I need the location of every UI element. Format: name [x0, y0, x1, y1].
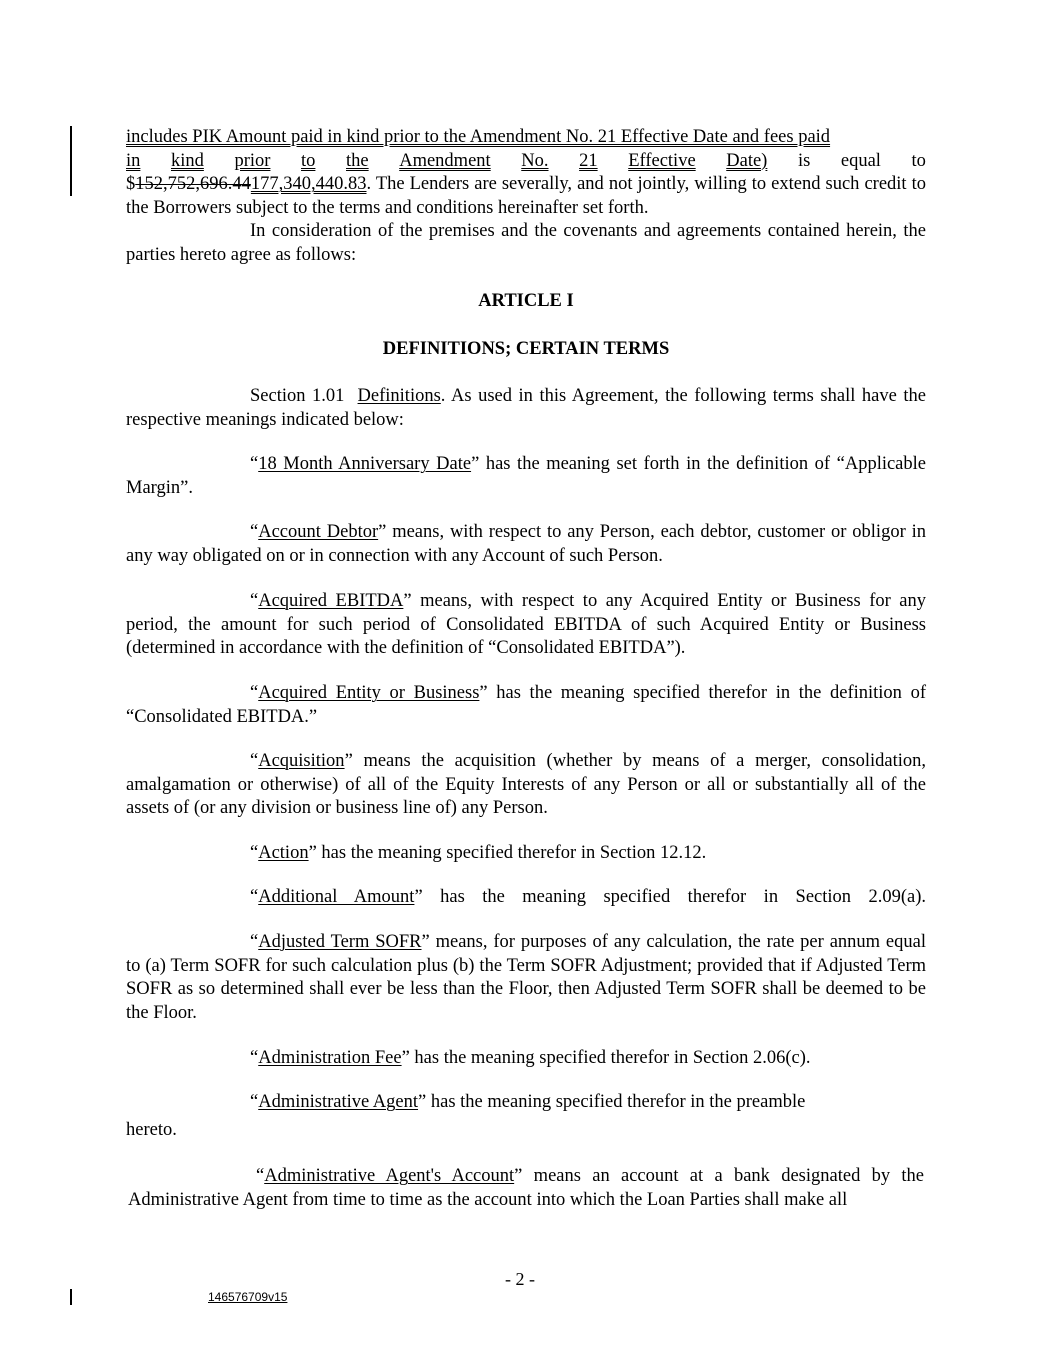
quote: “ — [250, 1092, 259, 1112]
quote: ” — [471, 454, 480, 474]
quote: ” — [378, 522, 387, 542]
definition-paragraph — [126, 521, 926, 568]
quote: ” — [414, 887, 423, 907]
consideration-text: In consideration of the premises and the covenants and agreements contained herein, the parties hereto agree as follows: — [126, 221, 926, 265]
definition-text: means the acquisition (whether by means of a merger, consolidation, amalgamation or otherwise) of all of the Equity Interests of any Person or all or substantially all of the assets of (or any division or business line of) any Person. — [126, 751, 926, 818]
inserted-word: kind — [170, 150, 204, 171]
inserted-word: Date) — [726, 150, 768, 171]
change-bar — [70, 126, 72, 196]
article-title: ARTICLE I — [478, 291, 574, 311]
inserted-word: 21 — [579, 150, 598, 171]
defined-term: Acquired Entity or Business — [258, 683, 480, 703]
definition-text: means, with respect to any Acquired Entity or Business for any period, the amount for such period of Consolidated EBITDA of such Acquired Entity or Business (determined in accordance with the definition of “Consolidated EBITDA”). — [126, 591, 926, 658]
quote: “ — [250, 522, 259, 542]
quote: “ — [250, 751, 259, 771]
sentence-text: . The Lenders are severally, and not jointly, willing to extend such credit to the Borrowers subject to the terms and conditions hereinafter set forth. — [126, 174, 926, 218]
definition-paragraph — [126, 886, 926, 910]
inserted-line-2 — [126, 150, 926, 174]
definition-tail: hereto. — [126, 1120, 177, 1140]
quote: ” — [418, 1092, 427, 1112]
deleted-amount: 152,752,696.44 — [135, 174, 251, 194]
definition-text: has the meaning specified therefor in Section 2.09(a). — [422, 887, 927, 907]
definition-paragraph — [126, 931, 926, 1025]
definition-text: has the meaning specified therefor in Section 2.06(c). — [409, 1048, 811, 1068]
inserted-word: No. — [521, 150, 549, 171]
defined-term: Administrative Agent's Account — [264, 1166, 515, 1186]
definition-text: has the meaning specified therefor in the preamble — [426, 1092, 806, 1112]
defined-term: Administration Fee — [258, 1048, 402, 1068]
dollar-sign: $ — [126, 174, 136, 194]
definition-text: has the meaning specified therefor in Section 12.12. — [316, 843, 707, 863]
quote: “ — [250, 683, 259, 703]
section-title: Definitions — [357, 386, 441, 406]
definition-paragraph — [126, 682, 926, 729]
inserted-word: Effective — [628, 150, 696, 171]
quote: “ — [250, 887, 259, 907]
inserted-word: in — [126, 150, 141, 171]
inserted-line-1: includes PIK Amount paid in kind prior to the Amendment No. 21 Effective Date and fees paid — [126, 127, 831, 147]
defined-term: Additional Amount — [258, 887, 415, 907]
definition-text: has the meaning specified therefor in the definition of “Consolidated EBITDA.” — [126, 683, 926, 727]
definition-text: means, for purposes of any calculation, the rate per annum equal to (a) Term SOFR for such calculation plus (b) the Term SOFR Adjustment; provided that if Adjusted Term SOFR as so determined shall ever be less than the Floor, then Adjusted Term SOFR shall be deemed to be the Floor. — [126, 932, 926, 1023]
quote: ” — [479, 683, 488, 703]
quote: “ — [250, 591, 259, 611]
inserted-word: to — [301, 150, 316, 171]
article-subtitle: DEFINITIONS; CERTAIN TERMS — [382, 339, 670, 359]
quote: ” — [401, 1048, 410, 1068]
definition-paragraph — [126, 842, 926, 866]
intro-paragraph — [126, 126, 926, 267]
defined-term: Administrative Agent — [258, 1092, 419, 1112]
definition-paragraph — [128, 1165, 924, 1212]
quote: “ — [250, 454, 259, 474]
consideration-paragraph — [126, 220, 926, 267]
defined-term: Adjusted Term SOFR — [258, 932, 422, 952]
quote: ” — [344, 751, 353, 771]
definition-paragraph — [126, 1047, 926, 1071]
definition-text: means an account at a bank designated by the Administrative Agent from time to time as the account into which the Loan Parties shall make all — [128, 1166, 925, 1210]
word: equal — [840, 150, 881, 171]
quote: “ — [256, 1166, 265, 1186]
inserted-word: the — [346, 150, 369, 171]
definition-paragraph — [126, 453, 926, 500]
page-number: - 2 - — [505, 1269, 535, 1289]
inserted-word: Amendment — [399, 150, 491, 171]
section-label: Section 1.01 — [250, 386, 345, 406]
definition-paragraph — [126, 750, 926, 821]
defined-term: Acquired EBITDA — [258, 591, 404, 611]
word: is — [797, 150, 811, 171]
section-text: . As used in this Agreement, the following terms shall have the respective meanings indicated below: — [126, 386, 926, 430]
inserted-amount: 177,340,440.83 — [250, 174, 367, 194]
section-paragraph — [126, 385, 926, 432]
defined-term: Action — [258, 843, 309, 863]
definition-text: means, with respect to any Person, each debtor, customer or obligor in any way obligated on or in connection with any Account of such Person. — [126, 522, 926, 566]
defined-term: Acquisition — [258, 751, 345, 771]
amount-sentence — [126, 173, 926, 220]
defined-term: Account Debtor — [258, 522, 379, 542]
quote: “ — [250, 1048, 259, 1068]
definition-paragraph — [126, 1091, 886, 1115]
document-id: 146576709v15 — [208, 1290, 288, 1304]
quote: “ — [250, 932, 259, 952]
definition-text: has the meaning set forth in the definition of “Applicable Margin”. — [126, 454, 926, 498]
definition-paragraph — [126, 590, 926, 661]
word: to — [911, 150, 926, 171]
quote: “ — [250, 843, 259, 863]
quote: ” — [421, 932, 430, 952]
quote: ” — [403, 591, 412, 611]
defined-term: 18 Month Anniversary Date — [258, 454, 472, 474]
inserted-word: prior — [234, 150, 271, 171]
quote: ” — [308, 843, 317, 863]
quote: ” — [514, 1166, 523, 1186]
